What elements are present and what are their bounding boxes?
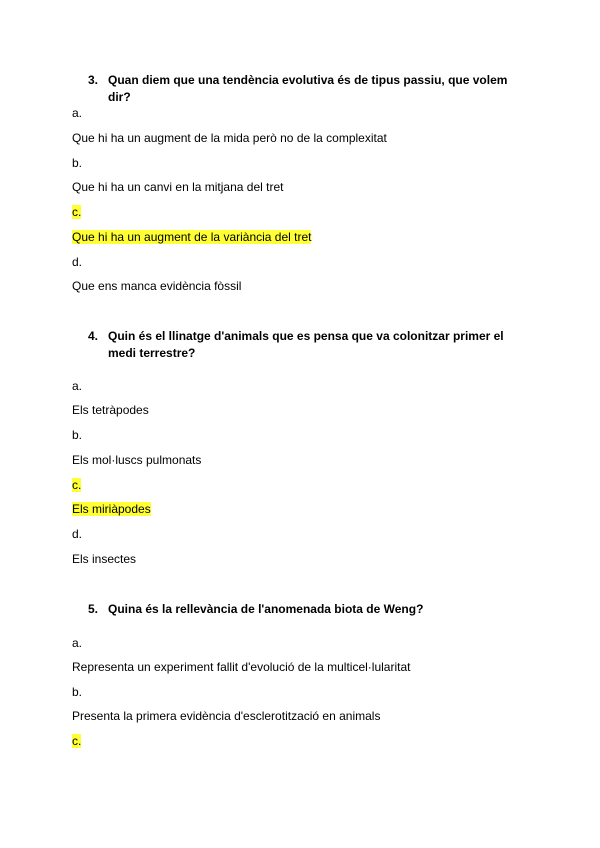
option-text: Els mol·luscs pulmonats [72,453,202,467]
option-letter: b. [72,685,83,699]
option-letter: d. [72,255,83,269]
option-letter-highlighted [72,205,81,220]
highlight: c. [72,734,82,748]
highlight: c. [72,478,82,492]
highlight: Que hi ha un augment de la variància del tret [72,230,312,244]
option-letter-highlighted [72,734,81,749]
option-text: Representa un experiment fallit d'evolució de la multicel·lularitat [72,660,411,674]
question-number: 4. [88,329,99,343]
option-letter: a. [72,636,83,650]
option-letter-highlighted [72,478,81,493]
question-text: Quina és la rellevància de l'anomenada biota de Weng? [108,602,424,616]
question-number: 3. [88,73,99,87]
option-letter: b. [72,428,83,442]
option-text: Els insectes [72,552,137,566]
question-3 [88,72,528,106]
option-letter: a. [72,106,83,120]
question-text: Quan diem que una tendència evolutiva és de tipus passiu, que volem dir? [108,73,508,104]
option-text: Els tetràpodes [72,403,149,417]
option-letter: b. [72,156,83,170]
option-letter: d. [72,527,83,541]
question-number: 5. [88,602,99,616]
option-text: Que ens manca evidència fòssil [72,279,242,293]
option-text-highlighted [72,230,311,245]
option-text: Que hi ha un canvi en la mitjana del tret [72,180,284,194]
highlight: Els miriàpodes [72,502,151,516]
question-4 [88,328,528,362]
question-5 [88,601,528,618]
option-letter: a. [72,379,83,393]
option-text: Que hi ha un augment de la mida però no de la complexitat [72,131,387,145]
question-text: Quin és el llinatge d'animals que es pensa que va colonitzar primer el medi terrestre? [108,329,504,360]
option-text-highlighted [72,502,151,517]
highlight: c. [72,205,82,219]
option-text: Presenta la primera evidència d'esclerotització en animals [72,709,381,723]
